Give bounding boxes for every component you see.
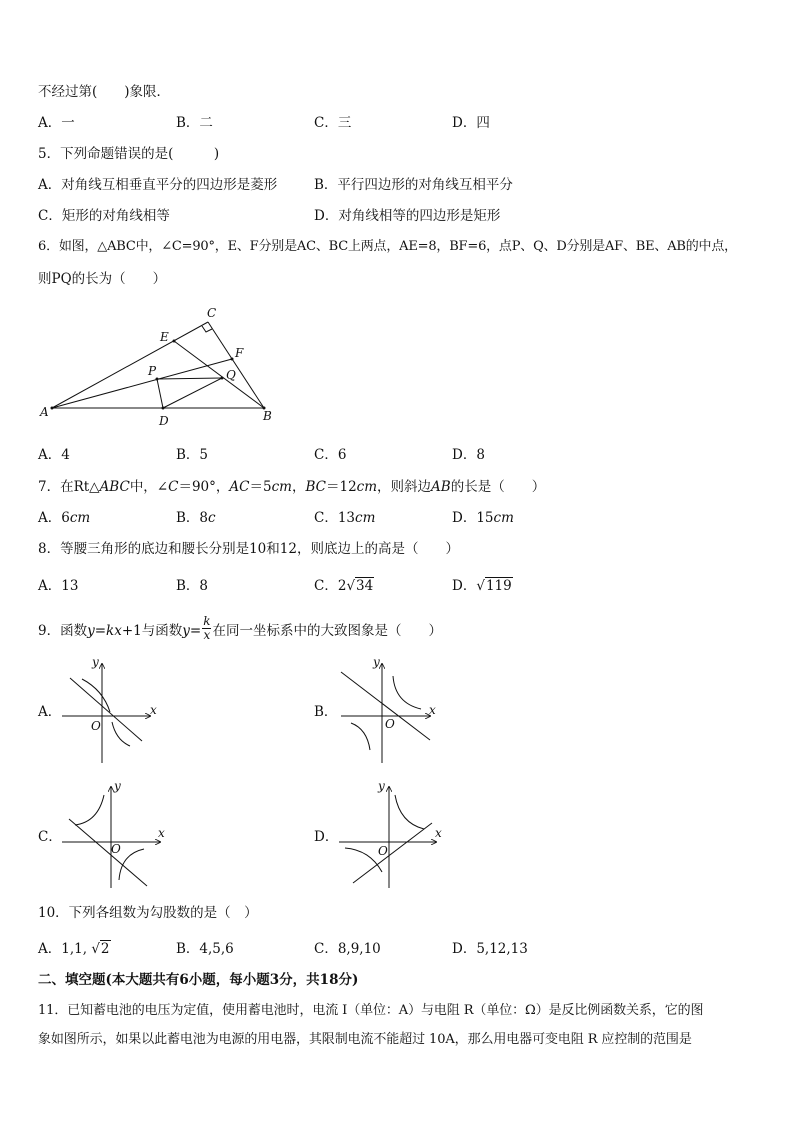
origin-label: O: [111, 842, 121, 856]
q9-option-b-label: B．: [314, 704, 338, 720]
section-title: 二、填空题(本大题共有6小题，每小题3分，共18分): [38, 972, 359, 988]
q8-option-b: B．8: [176, 578, 209, 594]
q7-option-c: C．13cm: [314, 510, 376, 526]
q11-stem-line2: 象如图所示，如果以此蓄电池为电源的用电器，其限制电流不能超过 10A，那么用电器可变电阻 R 应控制的范围是: [38, 1032, 692, 1047]
q8-stem: 8．等腰三角形的底边和腰长分别是10和12，则底边上的高是（ ）: [38, 541, 459, 557]
graph-a: [62, 664, 150, 763]
q4-option-c: C．三: [314, 115, 352, 131]
q8-option-a: A．13: [38, 578, 79, 594]
q4-stem-tail: 不经过第( )象限．: [38, 84, 171, 100]
label-b: B: [263, 409, 272, 423]
graph-c: [62, 787, 160, 888]
sqrt-symbol: √2: [91, 941, 110, 957]
q7-option-d: D．15cm: [452, 510, 514, 526]
axis-y-label: y: [373, 655, 380, 669]
axis-y-label: y: [114, 779, 121, 793]
q7-option-b: B．8c: [176, 510, 216, 526]
graph-d: [339, 787, 436, 888]
sqrt-symbol: √34: [346, 578, 374, 594]
q5-option-b: B．平行四边形的对角线互相平分: [314, 177, 513, 193]
q4-option-b: B．二: [176, 115, 213, 131]
q6-option-b: B．5: [176, 447, 209, 463]
axis-x-label: x: [158, 826, 165, 840]
label-q: Q: [226, 368, 236, 382]
q11-stem-line1: 11．已知蓄电池的电压为定值，使用蓄电池时，电流 I（单位：A）与电阻 R（单位：Ω）是反比例函数关系，它的图: [38, 1003, 704, 1018]
q9-stem: 9．函数y=kx+1与函数y= $\frac{k}{x}$ 在同一坐标系中的大致图象是（ ）: [38, 614, 442, 642]
sqrt-symbol: √119: [476, 578, 512, 594]
q7-stem: 7．在Rt△ABC中，∠C＝90°，AC＝5cm，BC＝12cm，则斜边AB的长是（ ）: [38, 479, 546, 495]
q4-option-a: A．一: [38, 115, 75, 131]
fraction-k-over-x: $\frac{k}{x}$: [203, 614, 211, 642]
q9-option-a-label: A．: [38, 704, 62, 720]
q9-option-d-label: D．: [314, 829, 339, 845]
label-c: C: [207, 306, 217, 320]
q9-option-c-label: C．: [38, 829, 62, 845]
q5-option-c: C．矩形的对角线相等: [38, 208, 170, 224]
q7-option-a: A．6cm: [38, 510, 91, 526]
q6-stem-line1: 6．如图，△ABC中，∠C=90°，E、F分别是AC、BC上两点，AE=8，BF=6，点P、Q、D分别是AF、BE、AB的中点，: [38, 239, 737, 254]
q6-stem-line2: 则PQ的长为（ ）: [38, 271, 167, 287]
q10-option-d: D．5,12,13: [452, 941, 528, 957]
q10-option-b: B．4,5,6: [176, 941, 234, 957]
origin-label: O: [385, 717, 395, 731]
axis-x-label: x: [435, 826, 442, 840]
axis-y-label: y: [92, 655, 99, 669]
label-p: P: [148, 364, 157, 378]
label-d: D: [159, 414, 169, 428]
label-a: A: [40, 405, 49, 419]
q8-option-c: C．2√34: [314, 578, 374, 594]
q5-stem: 5．下列命题错误的是( ): [38, 146, 220, 162]
q10-option-a: A．1,1, √2: [38, 941, 110, 957]
origin-label: O: [91, 719, 101, 733]
label-f: F: [235, 346, 244, 360]
q6-option-a: A．4: [38, 447, 70, 463]
graph-b: [341, 664, 430, 763]
axis-x-label: x: [150, 703, 157, 717]
q8-option-d: D．√119: [452, 578, 512, 594]
q5-option-a: A．对角线互相垂直平分的四边形是菱形: [38, 177, 278, 193]
q6-option-d: D．8: [452, 447, 485, 463]
q10-stem: 10．下列各组数为勾股数的是（ ）: [38, 905, 258, 921]
q5-option-d: D．对角线相等的四边形是矩形: [314, 208, 501, 224]
origin-label: O: [378, 844, 388, 858]
axis-y-label: y: [378, 779, 385, 793]
q6-option-c: C．6: [314, 447, 347, 463]
label-e: E: [160, 330, 169, 344]
q10-option-c: C．8,9,10: [314, 941, 381, 957]
axis-x-label: x: [429, 703, 436, 717]
q4-option-d: D．四: [452, 115, 490, 131]
